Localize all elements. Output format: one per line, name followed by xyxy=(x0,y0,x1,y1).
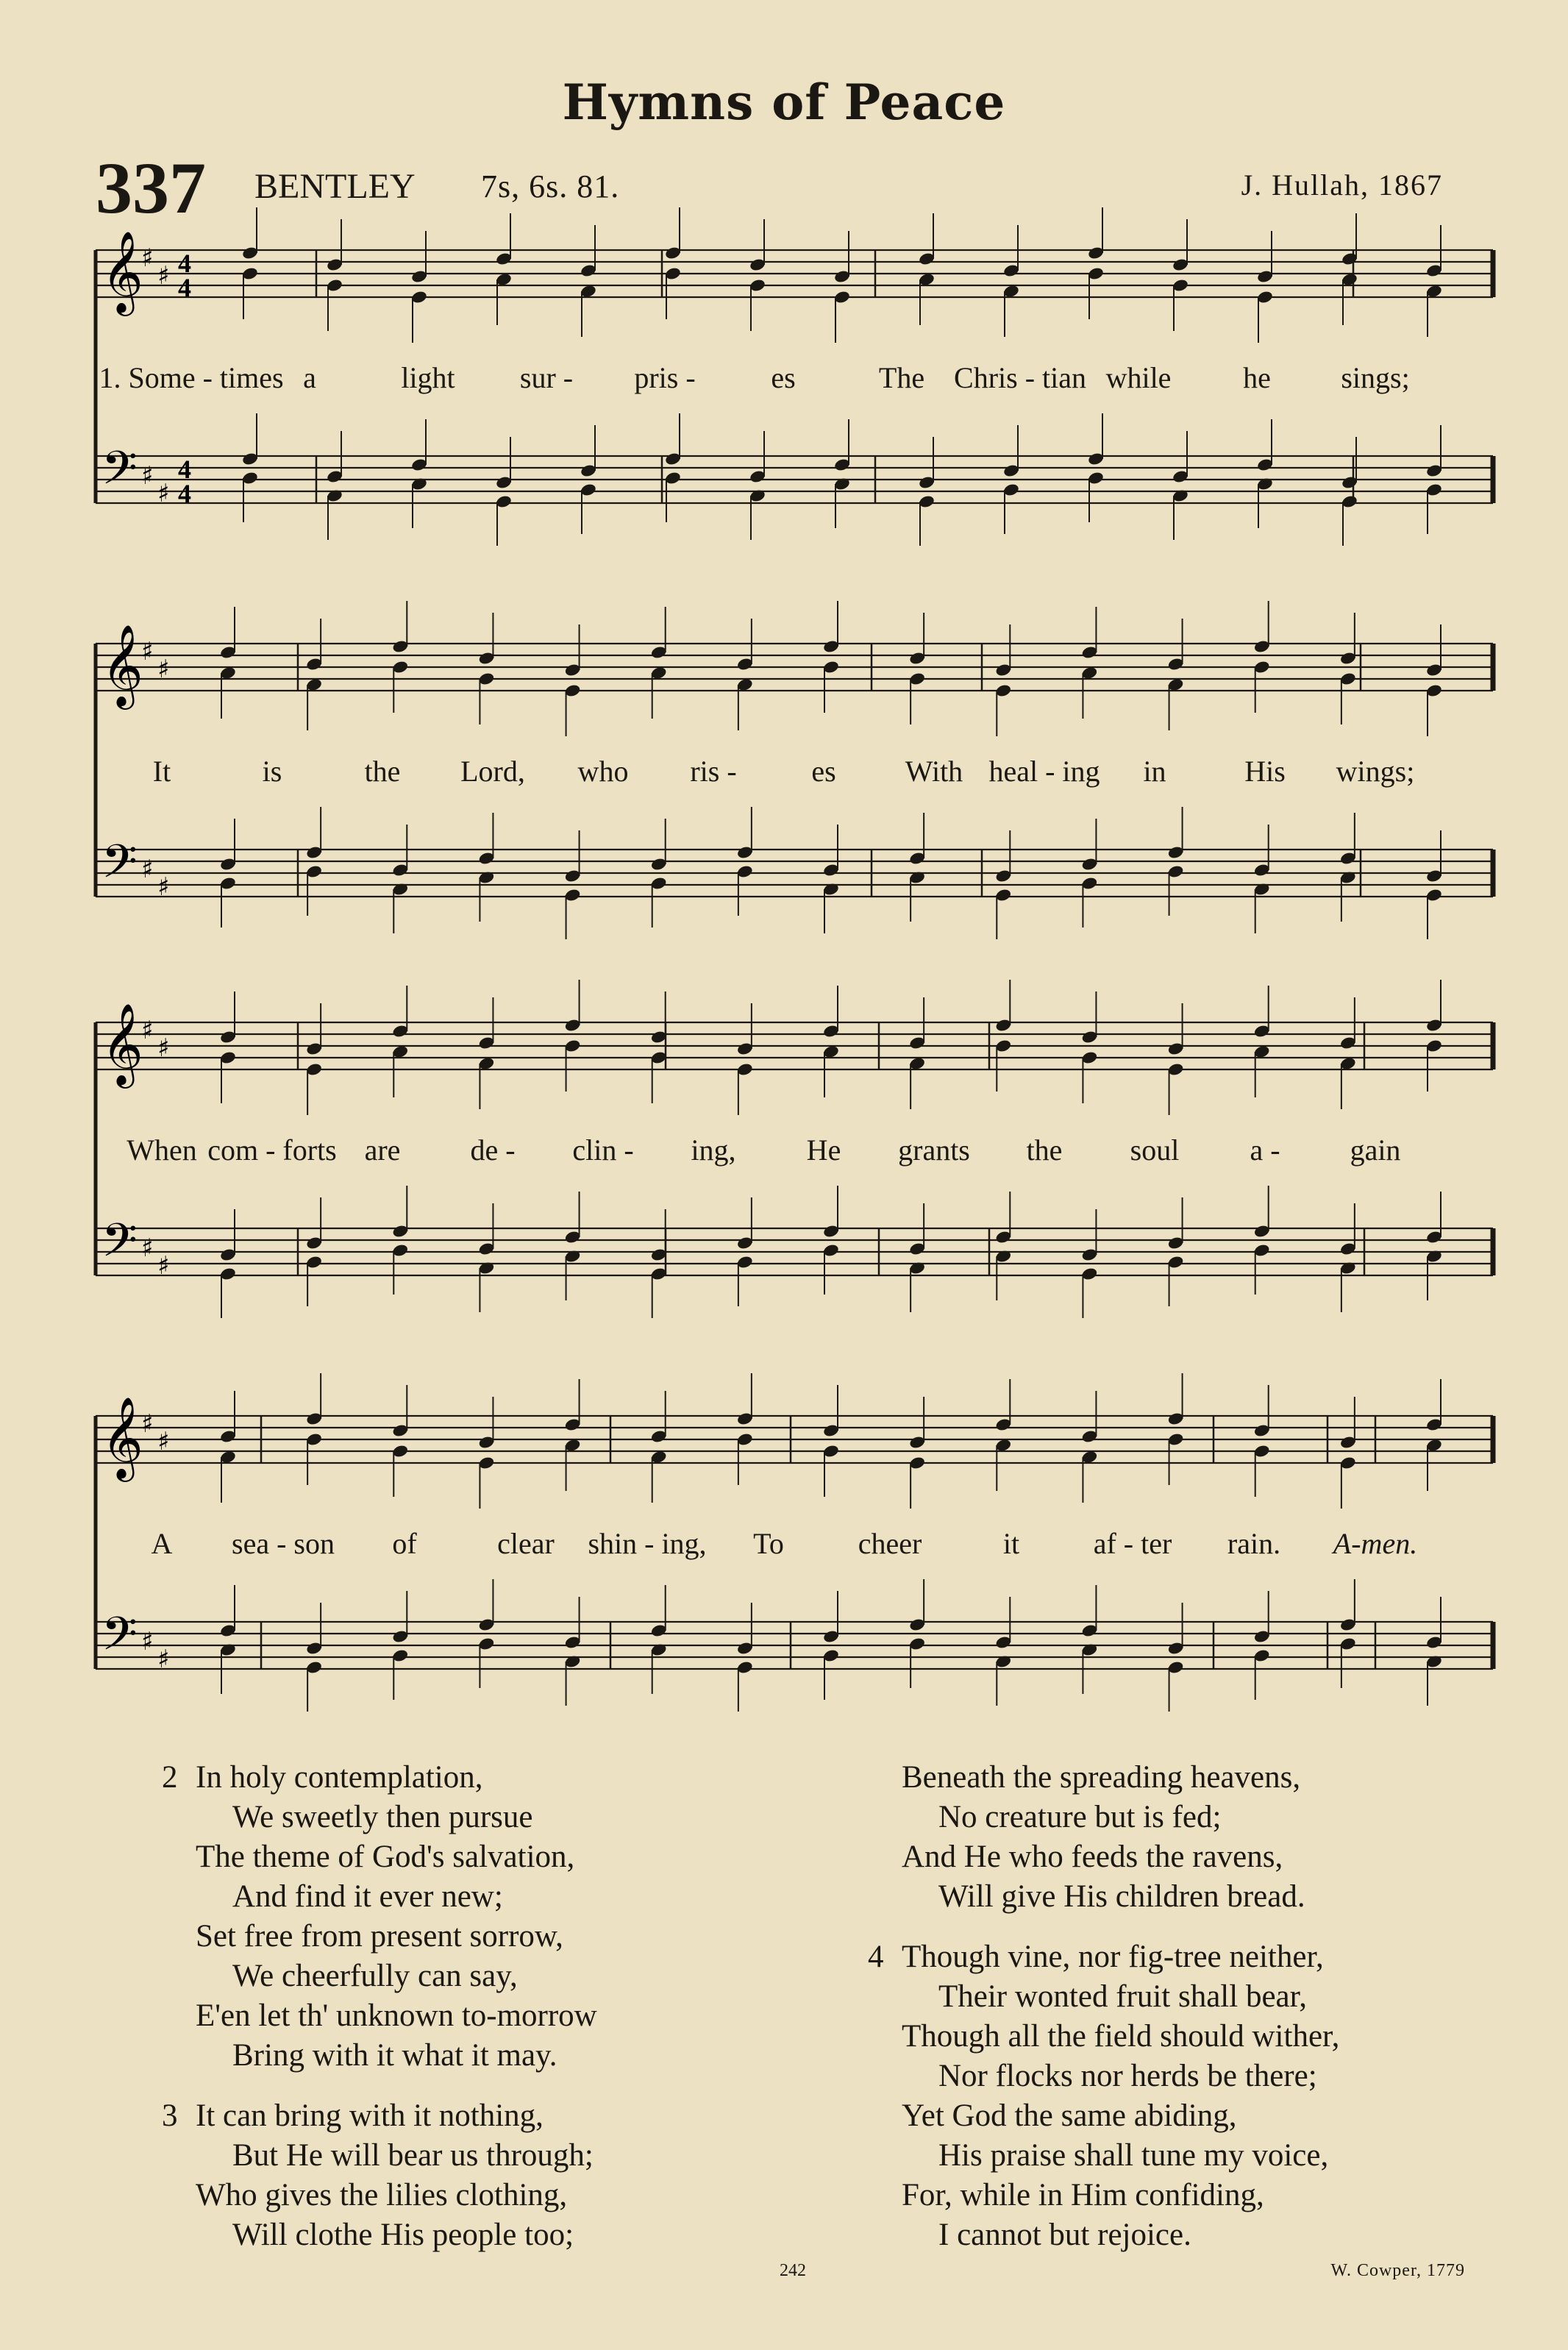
lyric-syllable: de - xyxy=(470,1133,516,1167)
verse-line: For, while in Him confiding, xyxy=(902,2178,1264,2212)
verse-line: And He who feeds the ravens, xyxy=(902,1840,1283,1874)
lyric-syllable: grants xyxy=(898,1133,970,1167)
lyric-syllable: who xyxy=(577,755,629,788)
page-number: 242 xyxy=(780,2261,806,2280)
verse-line: The theme of God's salvation, xyxy=(196,1840,575,1874)
lyric-syllable: is xyxy=(262,755,282,788)
verse-3-second-half xyxy=(868,1758,1339,1917)
lyric-syllable: sings; xyxy=(1341,361,1410,394)
lyric-syllable: light xyxy=(401,361,455,394)
time-signature: 4 xyxy=(178,455,191,484)
key-signature-sharp-icon: ♯ xyxy=(157,872,170,902)
lyric-syllable: His xyxy=(1244,755,1286,788)
lyric-syllable: are xyxy=(364,1133,401,1167)
treble-clef-icon: 𝄞 xyxy=(101,1396,143,1478)
lyric-syllable: Lord, xyxy=(460,755,525,788)
lyric-syllable: es xyxy=(771,361,796,394)
lyric-syllable: while xyxy=(1105,361,1172,394)
bass-clef-icon: 𝄢 xyxy=(101,1213,138,1278)
lyric-syllable: He xyxy=(806,1133,841,1167)
verse-line: We sweetly then pursue xyxy=(232,1800,533,1834)
lyric-syllable: clear xyxy=(497,1527,555,1560)
hymn-number: 337 xyxy=(96,147,206,229)
treble-clef-icon: 𝄞 xyxy=(101,230,143,313)
verse-line: We cheerfully can say, xyxy=(232,1959,518,1993)
bass-clef-icon: 𝄢 xyxy=(101,834,138,900)
composer: J. Hullah, 1867 xyxy=(1241,168,1443,202)
verse-line: In holy contemplation, xyxy=(196,1760,483,1795)
lyric-syllable: A xyxy=(151,1527,173,1560)
lyric-syllable: A-men. xyxy=(1333,1527,1418,1560)
treble-clef-icon: 𝄞 xyxy=(101,1003,143,1085)
treble-clef-icon: 𝄞 xyxy=(101,624,143,706)
lyric-syllable: heal - ing xyxy=(988,755,1100,788)
verse-author: W. Cowper, 1779 xyxy=(1330,2261,1465,2280)
section-title: Hymns of Peace xyxy=(562,74,1006,131)
lyric-syllable: in xyxy=(1143,755,1166,788)
verse-line: I cannot but rejoice. xyxy=(938,2218,1191,2252)
lyric-syllable: rain. xyxy=(1227,1527,1281,1560)
verse-number: 4 xyxy=(868,1940,884,1974)
key-signature-sharp-icon: ♯ xyxy=(157,261,170,291)
verse-line: Who gives the lilies clothing, xyxy=(196,2178,568,2212)
key-signature-sharp-icon: ♯ xyxy=(141,1233,154,1263)
lyric-syllable: ris - xyxy=(690,755,737,788)
verses-left-column xyxy=(162,1758,597,2276)
lyric-syllable: When xyxy=(126,1133,197,1167)
lyric-syllable: The xyxy=(878,361,925,394)
key-signature-sharp-icon: ♯ xyxy=(157,1427,170,1456)
key-signature-sharp-icon: ♯ xyxy=(157,479,170,508)
bass-clef-icon: 𝄢 xyxy=(101,441,138,506)
lyric-syllable: Chris - tian xyxy=(954,361,1086,394)
lyric-syllable: gain xyxy=(1350,1133,1401,1167)
key-signature-sharp-icon: ♯ xyxy=(141,637,154,666)
time-signature: 4 xyxy=(178,479,191,508)
key-signature-sharp-icon: ♯ xyxy=(157,1645,170,1674)
lyric-syllable: pris - xyxy=(634,361,696,394)
lyric-syllable: sea - son xyxy=(232,1527,335,1560)
lyric-line xyxy=(88,754,1486,791)
key-signature-sharp-icon: ♯ xyxy=(141,1409,154,1439)
verses-right-column xyxy=(868,1758,1339,2276)
lyric-syllable: com - forts xyxy=(207,1133,337,1167)
lyric-syllable: sur - xyxy=(519,361,574,394)
lyric-syllable: shin - ing, xyxy=(588,1527,707,1560)
tune-name: BENTLEY xyxy=(254,167,416,206)
verse-line: It can bring with it nothing, xyxy=(196,2098,544,2133)
verse-line: Nor flocks nor herds be there; xyxy=(938,2059,1317,2093)
verse-line: Set free from present sorrow, xyxy=(196,1919,563,1954)
verse-line: But He will bear us through; xyxy=(232,2138,594,2173)
key-signature-sharp-icon: ♯ xyxy=(141,1627,154,1656)
key-signature-sharp-icon: ♯ xyxy=(157,655,170,684)
lyric-line xyxy=(88,360,1486,397)
lyric-syllable: es xyxy=(811,755,836,788)
key-signature-sharp-icon: ♯ xyxy=(141,855,154,884)
lyric-syllable: he xyxy=(1243,361,1271,394)
lyric-syllable: clin - xyxy=(572,1133,634,1167)
lyric-syllable: the xyxy=(364,755,401,788)
bass-clef-icon: 𝄢 xyxy=(101,1606,138,1672)
verse-line: Will clothe His people too; xyxy=(232,2218,574,2252)
lyric-syllable: With xyxy=(905,755,963,788)
lyric-syllable: cheer xyxy=(858,1527,922,1560)
lyric-line xyxy=(88,1133,1486,1169)
verse-number: 2 xyxy=(162,1760,178,1795)
lyric-syllable: To xyxy=(753,1527,784,1560)
lyric-syllable: the xyxy=(1026,1133,1063,1167)
verse-line: And find it ever new; xyxy=(232,1879,503,1914)
verse-4 xyxy=(868,1937,1339,2255)
verse-3-first-half xyxy=(162,2096,597,2255)
time-signature: 4 xyxy=(178,273,191,302)
verse-line: Though all the field should wither, xyxy=(902,2019,1340,2054)
verse-line: Bring with it what it may. xyxy=(232,2038,557,2073)
key-signature-sharp-icon: ♯ xyxy=(141,1016,154,1045)
verse-line: Their wonted fruit shall bear, xyxy=(938,1979,1307,2014)
verse-2 xyxy=(162,1758,597,2076)
lyric-syllable: of xyxy=(392,1527,417,1560)
verse-number: 3 xyxy=(162,2098,178,2133)
lyric-syllable: ing, xyxy=(691,1133,736,1167)
lyric-syllable: 1. Some - times xyxy=(99,361,284,394)
verse-line: His praise shall tune my voice, xyxy=(938,2138,1329,2173)
lyric-syllable: a xyxy=(303,361,316,394)
key-signature-sharp-icon: ♯ xyxy=(157,1033,170,1063)
key-signature-sharp-icon: ♯ xyxy=(141,243,154,273)
verse-line: No creature but is fed; xyxy=(938,1800,1222,1834)
key-signature-sharp-icon: ♯ xyxy=(157,1251,170,1281)
lyric-line xyxy=(88,1526,1486,1563)
lyric-syllable: soul xyxy=(1130,1133,1180,1167)
verse-line: Will give His children bread. xyxy=(938,1879,1305,1914)
lyric-syllable: af - ter xyxy=(1093,1527,1172,1560)
lyric-syllable: It xyxy=(152,755,171,788)
lyric-syllable: it xyxy=(1002,1527,1020,1560)
key-signature-sharp-icon: ♯ xyxy=(141,461,154,491)
lyric-syllable: wings; xyxy=(1336,755,1415,788)
time-signature: 4 xyxy=(178,249,191,278)
verse-line: Beneath the spreading heavens, xyxy=(902,1760,1301,1795)
verse-line: Yet God the same abiding, xyxy=(902,2098,1237,2133)
lyric-syllable: a - xyxy=(1250,1133,1280,1167)
meter: 7s, 6s. 81. xyxy=(481,168,620,204)
verse-line: Though vine, nor fig-tree neither, xyxy=(902,1940,1324,1974)
verse-line: E'en let th' unknown to-morrow xyxy=(196,1998,597,2033)
